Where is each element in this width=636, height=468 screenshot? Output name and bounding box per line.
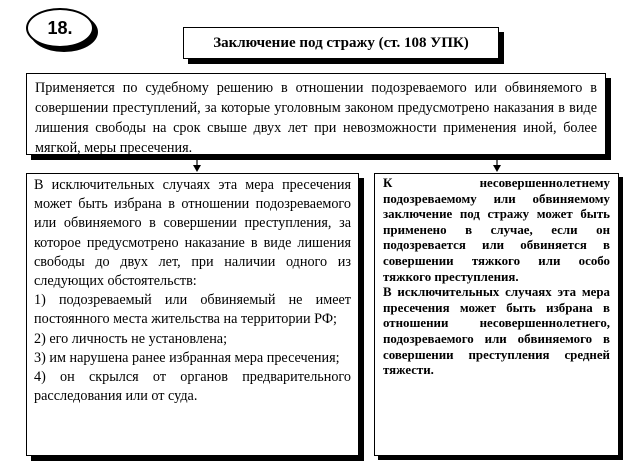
section-number-badge — [26, 8, 94, 48]
arrow-left-head — [193, 165, 201, 172]
section-number: 18. — [47, 17, 73, 38]
juvenile-paragraph-1: К несовершеннолетнему подозреваемому или обвиняемому заключение под стражу может быть применено в случае, если он подозревается или обвиняется в совершении тяжкого или особо тяжкого преступления. — [383, 176, 610, 284]
juvenile-paragraph-2: В исключительных случаях эта мера пресечения может быть избрана в отношении несовершеннолетнего, подозреваемого или обвиняемого в совершении преступления средней тяжести. — [383, 285, 610, 378]
arrow-right-head — [493, 165, 501, 172]
circumstance-item: 4) он скрылся от органов предварительного расследования или от суда. — [34, 369, 351, 405]
circumstance-item: 1) подозреваемый или обвиняемый не имеет постоянного места жительства на территории РФ; — [34, 292, 351, 328]
title-box — [183, 27, 499, 59]
juvenile-box — [374, 173, 619, 456]
title-text: Заключение под стражу (ст. 108 УПК) — [213, 34, 469, 51]
circumstance-item: 3) им нарушена ранее избранная мера пресечения; — [34, 349, 340, 366]
exceptional-cases-box — [26, 173, 359, 456]
circumstance-item: 2) его личность не установлена; — [34, 330, 228, 347]
exceptional-cases-intro: В исключительных случаях эта мера пресечения может быть избрана в отношении подозреваемого или обвиняемого в совершении преступления, за которое предусмотрено наказание в виде лишения свободы до двух лет, при наличии одного из следующих обстоятельств: — [34, 177, 351, 290]
general-rule-box — [26, 73, 606, 155]
general-rule-text: Применяется по судебному решению в отношении подозреваемого или обвиняемого в совершении преступлений, за которые уголовным законом предусмотрено наказания в виде лишения свободы на срок свыше двух лет при невозможности применения иной, более мягкой, меры пресечения. — [35, 80, 597, 156]
